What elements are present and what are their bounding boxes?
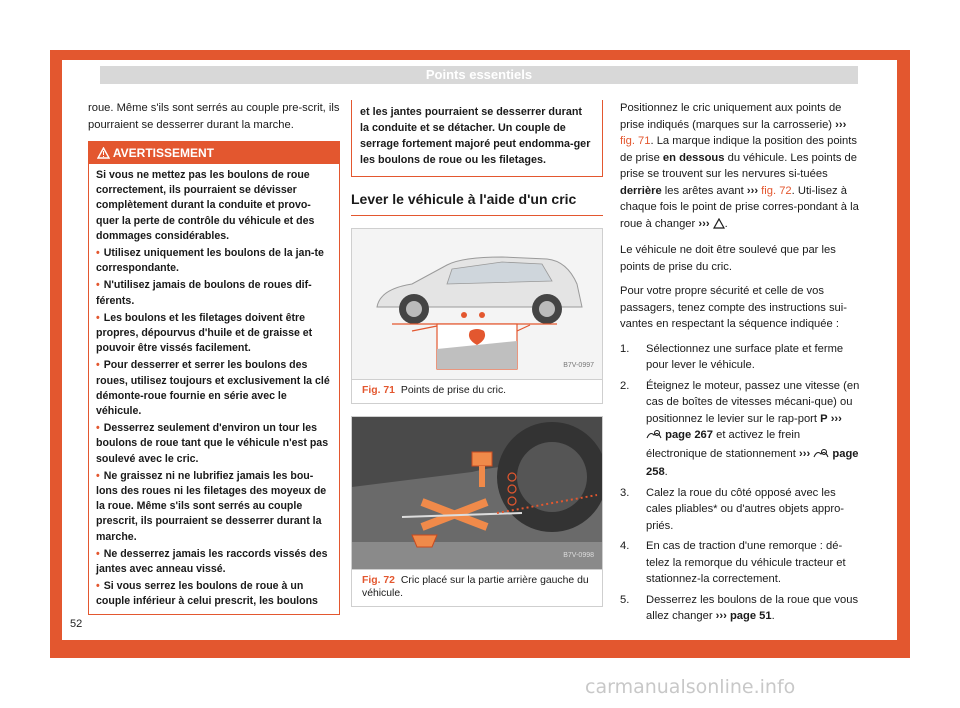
figure-code: B7V-0997 xyxy=(563,362,594,369)
figure-72 xyxy=(351,416,603,607)
warning-item: • Desserrez seulement d'environ un tour les boulons de roue tant que le véhicule n'est pas soulevé avec le cric. xyxy=(96,422,329,465)
warning-item: • Ne graissez ni ne lubrifiez jamais les bou-lons des roues ni les filetages des moyeux de la roue. Même s'ils sont serrés au couple prescrit, ils pourraient se desserrer durant la marche. xyxy=(96,469,327,543)
column-3 xyxy=(620,100,860,629)
figure-caption: Fig. 71 Points de prise du cric. xyxy=(352,379,602,403)
steps-list xyxy=(620,341,860,625)
paragraph-safety: Pour votre propre sécurité et celle de vos passagers, tenez compte des instructions sui-vantes en respectant la séquence indiquée : xyxy=(620,285,847,330)
paragraph-jack-position: Positionnez le cric uniquement aux points de prise indiqués (marques sur la carrosserie) ››› fig. 71. La marque indique la position des points de prise en dessous du véhicule. Les points de prise se trouvent sur les nervures si-tuées derrière les arêtes avant ››› fig. 72. Uti-lisez à chaque fois le point de prise corres-pondant à la roue à changer ››› . xyxy=(620,100,860,234)
column-1 xyxy=(88,100,340,615)
warning-item: • Si vous serrez les boulons de roue à un couple inférieur à celui prescrit, les boulons xyxy=(96,580,318,608)
figure-caption: Fig. 72 Cric placé sur la partie arrière gauche du véhicule. xyxy=(352,569,602,606)
figure-label: Fig. 71 xyxy=(362,384,395,396)
step-item: 2. Éteignez le moteur, passez une vitesse (en cas de boîtes de vitesses mécani-que) ou positionnez le levier sur le rap-port P ››› page 267 et activez le frein électronique de stationnement ››› page 258. xyxy=(620,379,860,478)
jack-under-car-image xyxy=(352,417,602,569)
warning-text: Si vous ne mettez pas les boulons de roue correctement, ils pourraient se dévisser complètement durant la conduite et provo-quer la perte de contrôle du véhicule et des dommages considérables. xyxy=(96,169,315,242)
paragraph-lift-points: Le véhicule ne doit être soulevé que par les points de prise du cric. xyxy=(620,244,836,273)
figure-code: B7V-0998 xyxy=(563,552,594,559)
page-reference-link[interactable]: page 267 xyxy=(665,429,713,441)
figure-71 xyxy=(351,228,603,404)
figure-reference-link[interactable]: fig. 71 xyxy=(620,135,651,147)
warning-triangle-icon xyxy=(97,146,110,164)
warning-item: • Pour desserrer et serrer les boulons des roues, utilisez toujours et exclusivement la clé démonte-roue fournie en série avec le véhicule. xyxy=(96,359,330,418)
page-header: Points essentiels xyxy=(100,66,858,84)
figure-reference-link[interactable]: fig. 72 xyxy=(761,184,792,197)
warning-item: • N'utilisez jamais de boulons de roues dif-férents. xyxy=(96,279,312,307)
page-reference-link[interactable]: page 51 xyxy=(729,610,772,622)
step-item: 1. Sélectionnez une surface plate et ferme pour lever le véhicule. xyxy=(620,342,844,371)
book-reference-icon xyxy=(646,429,662,446)
column-2 xyxy=(351,100,603,607)
warning-continuation: et les jantes pourraient se desserrer durant la conduite et se détacher. Un couple de serrage fortement majoré peut endomma-ger les boulons de roue ou les filetages. xyxy=(351,100,603,177)
warning-triangle-icon xyxy=(713,218,725,235)
warning-body xyxy=(89,164,339,614)
book-reference-icon xyxy=(813,448,829,465)
car-jack-points-image xyxy=(352,229,602,379)
step-item: 3. Calez la roue du côté opposé avec les cales pliables* ou d'autres objets appro-priés. xyxy=(620,486,845,532)
warning-item: • Ne desserrez jamais les raccords vissés des jantes avec anneau vissé. xyxy=(96,547,328,576)
intro-paragraph: roue. Même s'ils sont serrés au couple pre-scrit, ils pourraient se desserrer durant la marche. xyxy=(88,102,340,131)
warning-item: • Utilisez uniquement les boulons de la jan-te correspondante. xyxy=(96,247,324,275)
step-item: 5. Desserrez les boulons de la roue que vous allez changer ››› page 51. xyxy=(620,593,859,622)
warning-header xyxy=(89,142,339,164)
page-number: 52 xyxy=(70,618,83,630)
figure-label: Fig. 72 xyxy=(362,574,395,586)
warning-title: AVERTISSEMENT xyxy=(112,146,215,160)
step-item: 4. En cas de traction d'une remorque : dé-telez la remorque du véhicule tracteur et stationnez-la correctement. xyxy=(620,540,846,585)
section-title: Lever le véhicule à l'aide d'un cric xyxy=(351,191,603,216)
warning-box xyxy=(88,141,340,615)
warning-item: • Les boulons et les filetages doivent être propres, dépourvus d'huile et de graisse et pouvoir être vissés facilement. xyxy=(96,311,313,355)
page-reference-link[interactable]: page 258 xyxy=(646,447,859,478)
watermark: carmanualsonline.info xyxy=(585,676,796,698)
